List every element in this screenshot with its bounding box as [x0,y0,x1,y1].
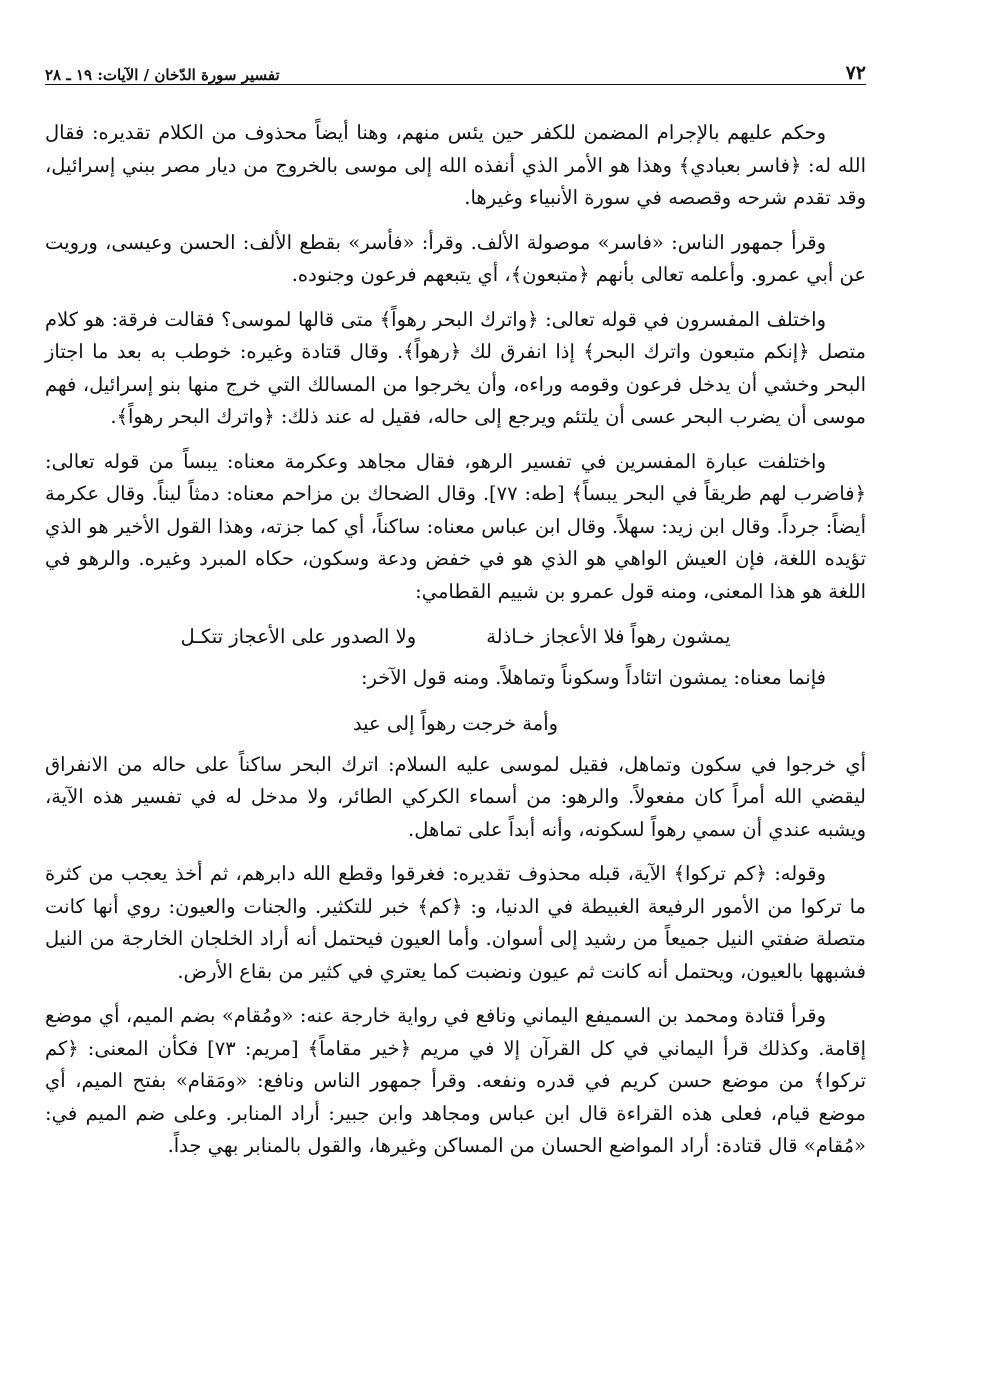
running-header [45,56,866,85]
paragraph-1-text: وحكم عليهم بالإجرام المضمن للكفر حين يئس منهم، وهنا أيضاً محذوف من الكلام تقديره: فقال الله له: ﴿فاسر بعبادي﴾ وهذا هو الأمر الذي أنفذه الله إلى موسى بالخروج من ديار مصر ببني إسرائيل، وقد تقدم شرحه وقصصه في سورة الأنبياء وغيرها. [45,121,866,209]
page-number: ٧٢ [845,62,866,84]
paragraph-7-text: وقرأ قتادة ومحمد بن السميفع اليماني ونافع في رواية خارجة عنه: «ومُقام» بضم الميم، أي موضع إقامة. وكذلك قرأ اليماني في كل القرآن إلا في مريم ﴿خير مقاماً﴾ [مريم: ٧٣] فكأن المعنى: ﴿كم تركوا﴾ من موضع حسن كريم في قدره ونفعه. وقرأ جمهور الناس ونافع: «ومَقام» بفتح الميم، أي موضع قيام، فعلى هذه القراءة قال ابن عباس ومجاهد وابن جبير: أراد المنابر. وعلى ضم الميم في: «مُقام» قال قتادة: أراد المواضع الحسان من المساكن وغيرها، والقول بالمنابر بهي جداً. [45,1004,866,1157]
paragraph-2 [45,227,866,292]
poem-hemistich-second: ولا الصدور على الأعجاز تتكـل [180,625,417,648]
paragraph-4 [45,446,866,609]
poem-hemistich-first: يمشون رهواً فلا الأعجاز خـاذلة [486,625,731,648]
paragraph-5-text: أي خرجوا في سكون وتماهل، فقيل لموسى عليه السلام: اترك البحر ساكناً على حاله من الانفراق ليقضي الله أمراً كان مفعولاً. والرهو: من أسماء الكركي الطائر، ولا مدخل له في تفسير هذه الآية، ويشبه عندي أن سمي رهواً لسكونه، وأنه أبداً على تماهل. [45,752,866,841]
paragraph-6-text: وقوله: ﴿كم تركوا﴾ الآية، قبله محذوف تقديره: فغرقوا وقطع الله دابرهم، ثم أخذ يعجب من كثرة ما تركوا من الأمور الرفيعة الغبيطة في الدنيا، و: ﴿كم﴾ خبر للتكثير. والجنات والعيون: روي أنها كانت متصلة ضفتي النيل جميعاً من رشيد إلى أسوان. وأما العيون فيحتمل أنه أراد الخلجان الخارجة من النيل فشبهها بالعيون، ويحتمل أنه كانت ثم عيون ونضبت كما يعتري في كثير من بقاع الأرض. [45,862,866,983]
running-title: تفسير سورة الدّخان / الآيات: ١٩ ـ ٢٨ [45,66,280,84]
poem-verse-1 [45,620,866,654]
paragraph-1 [45,117,866,215]
paragraph-6 [45,858,866,988]
paragraph-2-text: وقرأ جمهور الناس: «فاسر» موصولة الألف. وقرأ: «فأسر» بقطع الألف: الحسن وعيسى، ورويت عن أبي عمرو. وأعلمه تعالى بأنهم ﴿متبعون﴾، أي يتبعهم فرعون وجنوده. [45,230,866,286]
paragraph-5 [45,749,866,847]
paragraph-3 [45,304,866,434]
paragraph-3-text: واختلف المفسرون في قوله تعالى: ﴿واترك البحر رهواً﴾ متى قالها لموسى؟ فقالت فرقة: هو كلام متصل ﴿إنكم متبعون واترك البحر﴾ إذا انفرق لك ﴿رهواً﴾. وقال قتادة وغيره: خوطب به بعد ما اجتاز البحر وخشي أن يدخل فرعون وقومه وراءه، وأن يخرجوا من المسالك التي خرج منها بنو إسرائيل، فهم موسى أن يضرب البحر عسى أن يلتئم ويرجع إلى حاله، فقيل له عند ذلك: ﴿واترك البحر رهواً﴾. [45,307,866,428]
line-between-poems [45,662,866,695]
poem-verse-2: وأمة خرجت رهواً إلى عيد [352,711,559,735]
paragraph-4-text: واختلفت عبارة المفسرين في تفسير الرهو، فقال مجاهد وعكرمة معناه: يبساً من قوله تعالى: ﴿فاضرب لهم طريقاً في البحر يبساً﴾ [طه: ٧٧]. وقال الضحاك بن مزاحم معناه: دمثاً ليناً. وقال عكرمة أيضاً: جرداً. وقال ابن زيد: سهلاً. وقال ابن عباس معناه: ساكناً، أي كما جزته، وهذا القول الأخير هو الذي تؤيده اللغة، فإن العيش الواهي هو الذي هو في خفض ودعة وسكون، حكاه المبرد وغيره. والرهو في اللغة هو هذا المعنى، ومنه قول عمرو بن شييم القطامي: [45,449,866,603]
paragraph-7 [45,1000,866,1163]
line-between-text: فإنما معناه: يمشون اتئاداً وسكوناً وتماهلاً. ومنه قول الآخر: [360,666,826,689]
